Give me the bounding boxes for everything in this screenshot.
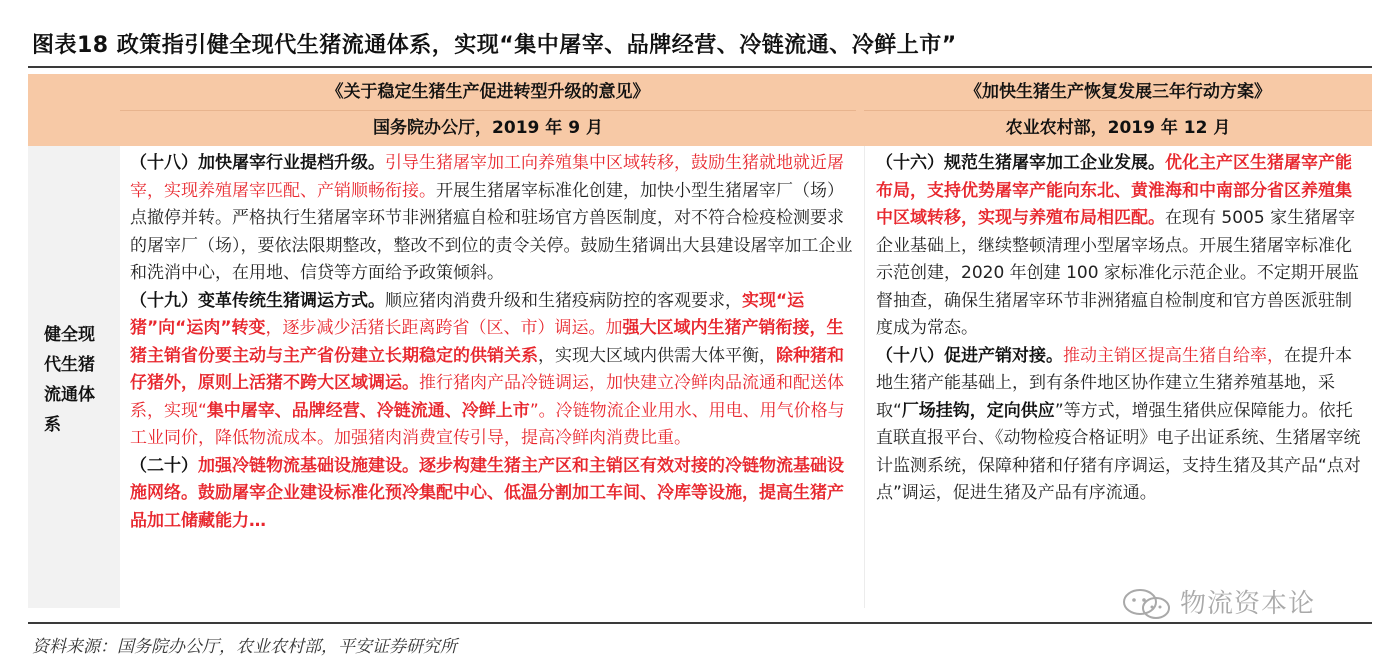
left-p19-highlight-4: 集中屠宰、品牌经营、冷链流通、冷鲜上市 xyxy=(206,400,530,421)
left-p20-highlight: 加强冷链物流基础设施建设。逐步构建生猪主产区和主销区有效对接的冷链物流基础设施网络。鼓励屠宰企业建设标准化预冷集配中心、低温分割加工车间、冷库等设施，提高生猪产品加工储藏能力… xyxy=(130,455,844,531)
left-paragraph-20 xyxy=(130,453,856,536)
top-rule xyxy=(28,66,1372,68)
right-p18-bold: 厂场挂钩，定向供应 xyxy=(901,400,1055,421)
left-p19-highlight-2: 强大区域内生猪产销衔接，生猪主销省份要主动与主产省份建立长期稳定的供销关系 xyxy=(130,318,844,366)
left-paragraph-19 xyxy=(130,288,856,453)
right-p18-heading: （十八）促进产销对接。 xyxy=(876,345,1063,366)
left-p18-highlight: 引导生猪屠宰加工向养殖集中区域转移，鼓励生猪就地就近屠宰，实现养殖屠宰匹配、产销顺畅衔接。 xyxy=(130,153,844,201)
right-p16-heading: （十六）规范生猪屠宰加工企业发展。 xyxy=(876,153,1165,173)
left-column xyxy=(130,150,856,535)
source-note: 资料来源：国务院办公厅，农业农村部，平安证券研究所 xyxy=(32,637,457,657)
right-paragraph-16 xyxy=(876,150,1366,343)
watermark xyxy=(1120,585,1360,625)
left-p19-text-5: ”。冷链物流企业用水、用电、用气价格与工业同价，降低物流成本。加强猪肉消费宣传引导，提高冷鲜肉消费比重。 xyxy=(130,400,845,448)
column-divider xyxy=(864,146,865,608)
left-p19-heading: （十九）变革传统生猪调运方式。 xyxy=(130,290,385,311)
left-p19-text-4: 推行猪肉产品冷链调运，加快建立冷鲜肉品流通和配送体系，实现“ xyxy=(130,373,844,421)
left-p19-text-3: ，实现大区域内供需大体平衡， xyxy=(538,345,776,366)
right-doc-title: 《加快生猪生产恢复发展三年行动方案》 xyxy=(965,82,1271,102)
figure-title: 图表18 政策指引健全现代生猪流通体系，实现“集中屠宰、品牌经营、冷链流通、冷鲜上市” xyxy=(32,33,957,58)
row-label: 健全现代生猪流通体系 xyxy=(44,325,95,435)
left-p20-heading: （二十） xyxy=(130,455,198,476)
watermark-text: 物流资本论 xyxy=(1180,589,1316,619)
table-header xyxy=(28,74,1372,146)
left-doc-title: 《关于稳定生猪生产促进转型升级的意见》 xyxy=(326,82,650,102)
left-p19-text-2: ，逐步减少活猪长距离跨省（区、市）调运。加 xyxy=(265,318,623,338)
right-p18-highlight: 推动主销区提高生猪自给率， xyxy=(1063,345,1284,366)
left-doc-issuer: 国务院办公厅，2019 年 9 月 xyxy=(373,118,603,138)
left-paragraph-18 xyxy=(130,150,856,288)
bottom-rule xyxy=(28,622,1372,624)
header-left xyxy=(120,74,856,146)
right-p18-text-2: ”等方式，增强生猪供应保障能力。依托直联直报平台、《动物检疫合格证明》电子出证系统、生猪屠宰统计监测系统，保障种猪和仔猪有序调运，支持生猪及其产品“点对点”调运，促进生猪及产品有序流通。 xyxy=(876,400,1361,503)
left-p18-body: 开展生猪屠宰标准化创建，加快小型生猪屠宰厂（场）点撤停并转。严格执行生猪屠宰环节非洲猪瘟自检和驻场官方兽医制度，对不符合检疫检测要求的屠宰厂（场），要依法限期整改，整改不到位的责令关停。鼓励生猪调出大县建设屠宰加工企业和洗消中心，在用地、信贷等方面给予政策倾斜。 xyxy=(130,180,853,283)
right-paragraph-18 xyxy=(876,343,1366,508)
right-p16-highlight: 优化主产区生猪屠宰产能布局，支持优势屠宰产能向东北、黄淮海和中南部分省区养殖集中区域转移，实现与养殖布局相匹配。 xyxy=(876,153,1352,228)
right-p18-text-1: 在提升本地生猪产能基础上，到有条件地区协作建立生猪养殖基地，采取“ xyxy=(876,345,1352,421)
left-p19-highlight-1: 实现“运猪”向“运肉”转变 xyxy=(130,290,805,338)
left-p19-highlight-3: 除种猪和仔猪外，原则上活猪不跨大区域调运。 xyxy=(130,345,844,393)
left-p19-text-1: 顺应猪肉消费升级和生猪疫病防控的客观要求， xyxy=(385,290,742,311)
right-p16-body: 在现有 5005 家生猪屠宰企业基础上，继续整顿清理小型屠宰场点。开展生猪屠宰标准化示范创建，2020 年创建 100 家标准化示范企业。不定期开展监督抽查，确保生猪屠宰环节非洲猪瘟自检制度和官方兽医派驻制度成为常态。 xyxy=(876,208,1359,338)
right-column xyxy=(876,150,1366,508)
header-right xyxy=(864,74,1372,146)
wechat-icon xyxy=(1120,587,1174,621)
left-p18-heading: （十八）加快屠宰行业提档升级。 xyxy=(130,153,385,173)
right-doc-issuer: 农业农村部，2019 年 12 月 xyxy=(1005,118,1231,138)
